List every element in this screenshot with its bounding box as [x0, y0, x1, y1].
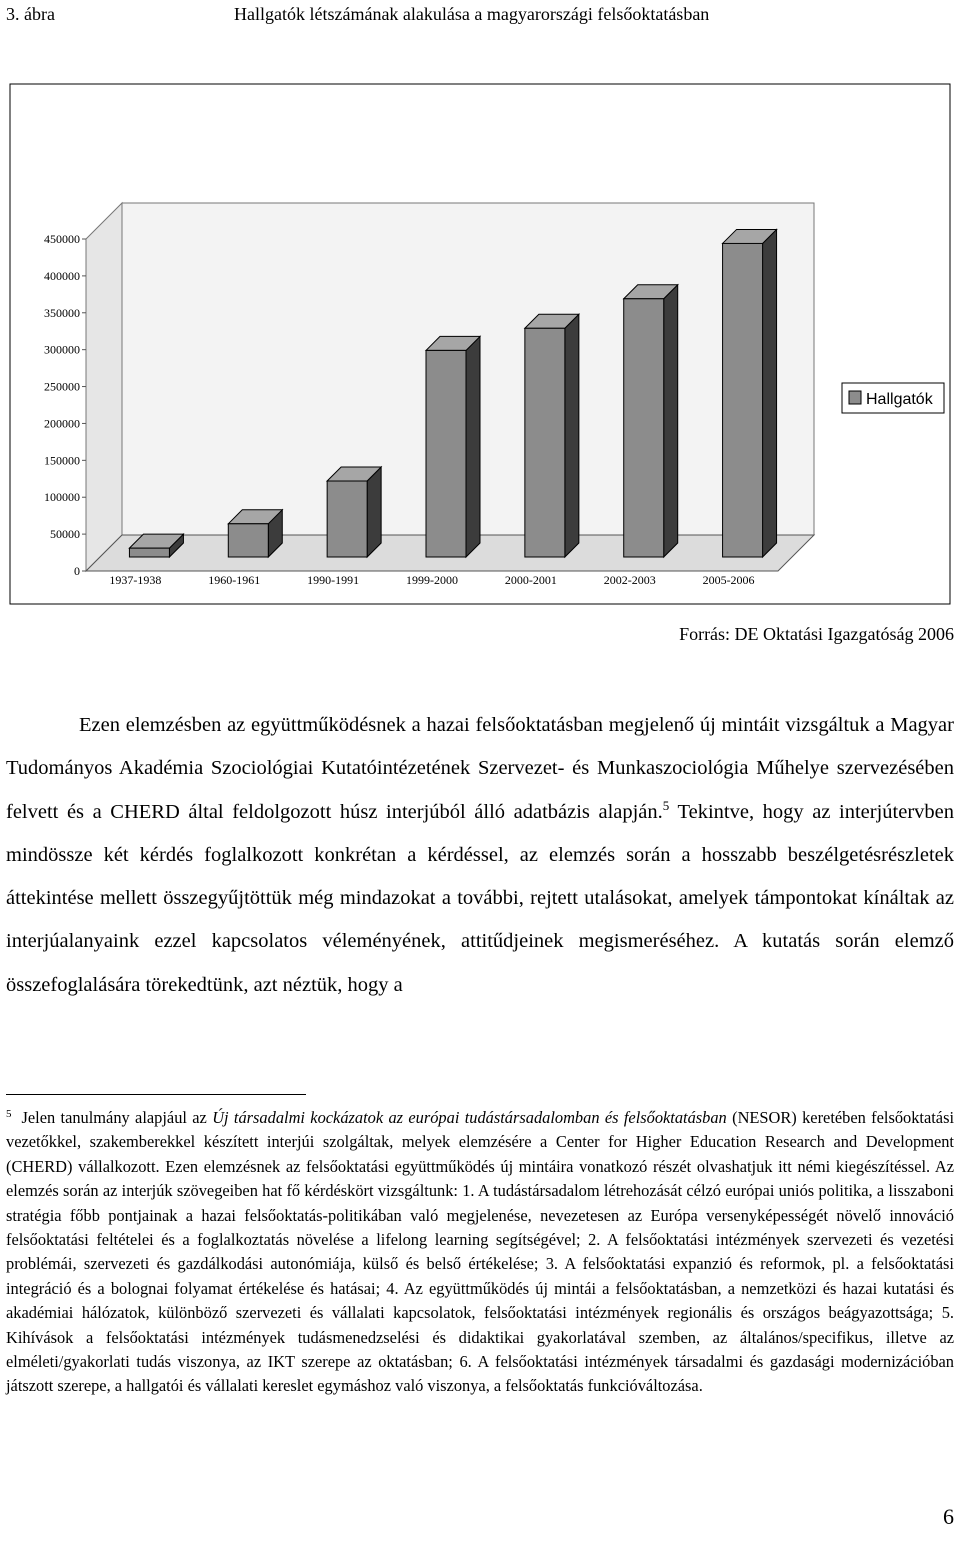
- figure-title: Hallgatók létszámának alakulása a magyarországi felsőoktatásban: [234, 4, 710, 24]
- bar-1990-1991: [327, 467, 381, 557]
- y-tick-label: 200000: [44, 416, 80, 431]
- bar-2002-2003: [624, 285, 678, 557]
- body-text-part2: Tekintve, hogy az interjútervben mindössze két kérdés foglalkozott konkrétan a kérdéssel, az elemzés során a hosszabb beszélgetésrészletek áttekintése mellett összegyűjtöttük még mindazokat a további, rejtett utalásokat, amelyek támpontokat kínáltak az interjúalanyaink ezzel kapcsolatos véleményének, attitűdjeinek megismeréséhez. A kutatás során elemző összefoglalására törekedtünk, azt néztük, hogy a: [6, 800, 954, 996]
- y-tick-label: 150000: [44, 453, 80, 468]
- bar-2000-2001: [525, 314, 579, 557]
- x-tick-label: 1999-2000: [406, 573, 458, 587]
- footnote-project-title: Új társadalmi kockázatok az európai tudástársadalomban és felsőoktatásban: [212, 1108, 727, 1127]
- y-tick-label: 250000: [44, 379, 80, 394]
- footnote-text-start: Jelen tanulmány alapjául az: [21, 1108, 213, 1127]
- x-tick-label: 2000-2001: [504, 573, 557, 587]
- x-tick-label: 2002-2003: [603, 573, 656, 587]
- page-number: 6: [943, 1504, 954, 1529]
- y-tick-label: 450000: [44, 232, 80, 246]
- bar-side: [763, 229, 777, 557]
- bar-front: [228, 524, 268, 557]
- figure-source: Forrás: DE Oktatási Igazgatóság 2006: [679, 624, 954, 644]
- y-tick-label: 350000: [44, 305, 80, 320]
- x-tick-label: 2005-2006: [702, 573, 755, 587]
- footnote-reference: 5: [662, 797, 670, 813]
- bar-front: [723, 243, 763, 557]
- bar-side: [664, 285, 678, 557]
- x-tick-label: 1960-1961: [208, 573, 261, 587]
- bar-front: [624, 299, 664, 557]
- body-text-part1: Ezen elemzésben az együttműködésnek a hazai felsőoktatásban megjelenő új mintáit vizsgáltuk a Magyar Tudományos Akadémia Szociológiai Kutatóintézetének Szervezet- és Munkaszociológia Műhelye szervezésében felvett és a CHERD által feldolgozott húsz interjúból álló adatbázis alapján.: [6, 714, 954, 823]
- y-tick-label: 100000: [44, 490, 80, 505]
- y-tick-label: 400000: [44, 268, 80, 283]
- chart-side-wall: [86, 203, 122, 571]
- footnote-separator: [6, 1094, 306, 1095]
- bar-side: [565, 314, 579, 557]
- legend-swatch: [849, 391, 861, 404]
- chart-legend: [842, 383, 944, 413]
- footnote: [6, 1106, 954, 1399]
- bar-front: [327, 481, 367, 557]
- bar-front: [129, 548, 169, 557]
- bar-1960-1961: [228, 510, 282, 557]
- legend-label: Hallgatók: [866, 391, 933, 408]
- figure-number: 3. ábra: [6, 4, 55, 24]
- body-paragraph: [6, 704, 954, 1007]
- y-tick-label: 0: [74, 564, 80, 578]
- x-tick-label: 1990-1991: [307, 573, 360, 587]
- bar-side: [367, 467, 381, 557]
- bar-front: [525, 328, 565, 557]
- bar-front: [426, 350, 466, 557]
- bar-2005-2006: [723, 229, 777, 557]
- bar-1999-2000: [426, 336, 480, 557]
- bar-side: [466, 336, 480, 557]
- x-tick-label: 1937-1938: [109, 573, 162, 587]
- y-tick-label: 300000: [44, 342, 80, 357]
- footnote-mark: 5: [6, 1107, 12, 1120]
- y-tick-label: 50000: [50, 527, 80, 542]
- footnote-text-rest: (NESOR) keretében felsőoktatási vezetőkkel, szakemberekkel készített interjúi szolgáltak, melyek elemzésére a Center for Higher Education Research and Development (CHERD) vállalkozott. Ezen elemzésnek az felsőoktatási együttműködés új mintáira vonatkozó részét olvashatjuk itt némi kiegészítéssel. Az elemzés során az interjúk szövegeiben hat fő kérdéskört vizsgáltunk: 1. A tudástársadalom létrehozását célzó európai uniós politika, a lisszaboni stratégia főbb pontjainak a hazai felsőoktatás-politikában való megjelenése, nevezetesen az Európa versenyképességét növelő innováció felsőoktatási feltételei és a foglalkoztatás növelése a lifelong learning segítségével; 2. A felsőoktatási intézmények szervezeti és vezetési problémái, szervezeti és gazdálkodási autonómiája, külső és belső értékelése; 3. A felsőoktatási expanzió és reformok, pl. a felsőoktatási integráció és a bolognai folyamat értékelése és hatásai; 4. Az együttműködés új mintái a felsőoktatásban, a nemzetközi és hazai kutatási és akadémiai hálózatok, különböző szervezeti és vállalati kapcsolatok, felsőoktatási intézmények regionális és országos beágyazottsága; 5. Kihívások a felsőoktatási intézmények tudásmenedzselési és didaktikai gyakorlatával szemben, az általános/specifikus, illetve az elméleti/gyakorlati tudás viszonya, az IKT szerepe az oktatásban; 6. A felsőoktatási intézmények társadalmi és gazdasági modernizációban játszott szerepe, a hallgatói és vállalati kereslet egymáshoz való viszonya, a felsőoktatás funkcióváltozása.: [6, 1108, 954, 1396]
- bar-chart: [0, 0, 960, 612]
